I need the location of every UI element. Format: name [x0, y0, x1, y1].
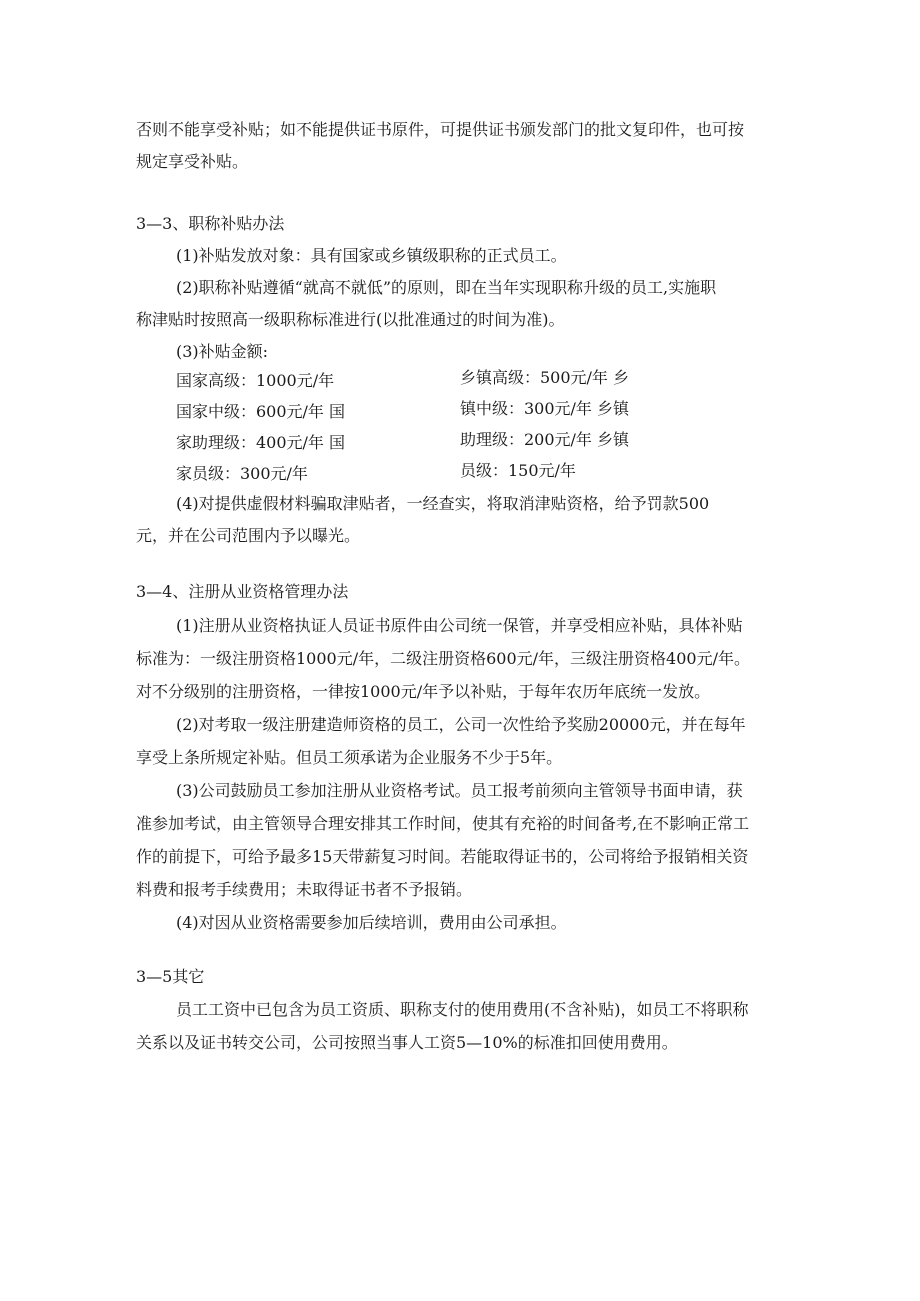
amount-row-3-left: 家助理级：400元/年 国 [176, 433, 346, 452]
section-3-4-item-2-line-2: 享受上条所规定补贴。但员工须承诺为企业服务不少于5年。 [136, 748, 563, 767]
section-3-3-item-4-line-2: 元，并在公司范围内予以曝光。 [136, 526, 361, 545]
section-3-5-paragraph-line-2: 关系以及证书转交公司，公司按照当事人工资5—10%的标准扣回使用费用。 [136, 1033, 678, 1052]
intro-line-1: 否则不能享受补贴；如不能提供证书原件，可提供证书颁发部门的批文复印件，也可按 [136, 120, 745, 139]
section-3-4-item-1-line-1: (1)注册从业资格执证人员证书原件由公司统一保管，并享受相应补贴，具体补贴 [176, 616, 743, 635]
amount-row-2-right: 镇中级：300元/年 乡镇 [460, 399, 630, 418]
section-3-3-item-3-label: (3)补贴金额: [176, 342, 269, 361]
section-3-4-item-3-line-3: 作的前提下，可给予最多15天带薪复习时间。若能取得证书的，公司将给予报销相关资 [136, 847, 749, 866]
amount-row-3-right: 助理级：200元/年 乡镇 [460, 430, 630, 449]
section-3-4-item-3-line-2: 准参加考试，由主管领导合理安排其工作时间，使其有充裕的时间备考,在不影响正常工 [136, 814, 750, 833]
section-3-5-paragraph-line-1: 员工工资中已包含为员工资质、职称支付的使用费用(不含补贴)，如员工不将职称 [176, 1000, 749, 1019]
section-3-3-item-4-line-1: (4)对提供虚假材料骗取津贴者，一经查实，将取消津贴资格，给予罚款500 [176, 494, 710, 513]
section-3-4-heading: 3—4、注册从业资格管理办法 [136, 582, 349, 601]
section-3-4-item-4: (4)对因从业资格需要参加后续培训，费用由公司承担。 [176, 913, 567, 932]
section-3-3-item-2-line-1: (2)职称补贴遵循“就高不就低”的原则，即在当年实现职称升级的员工,实施职 [176, 278, 717, 297]
amount-row-4-left: 家员级：300元/年 [176, 464, 308, 483]
amount-row-1-right: 乡镇高级：500元/年 乡 [460, 368, 630, 387]
section-3-4-item-2-line-1: (2)对考取一级注册建造师资格的员工，公司一次性给予奖励20000元，并在每年 [176, 715, 746, 734]
section-3-4-item-3-line-4: 料费和报考手续费用；未取得证书者不予报销。 [136, 880, 473, 899]
section-3-3-item-1: (1)补贴发放对象：具有国家或乡镇级职称的正式员工。 [176, 246, 567, 265]
section-3-4-item-1-line-2: 标准为：一级注册资格1000元/年，二级注册资格600元/年，三级注册资格400元/年。 [136, 649, 750, 668]
section-3-5-heading: 3—5其它 [136, 967, 205, 986]
section-3-3-heading: 3—3、职称补贴办法 [136, 214, 285, 233]
section-3-3-item-2-line-2: 称津贴时按照高一级职称标准进行(以批准通过的时间为准)。 [136, 310, 565, 329]
amount-row-1-left: 国家高级：1000元/年 [176, 371, 335, 390]
intro-line-2: 规定享受补贴。 [136, 152, 249, 171]
section-3-4-item-3-line-1: (3)公司鼓励员工参加注册从业资格考试。员工报考前须向主管领导书面申请，获 [176, 781, 743, 800]
amount-row-2-left: 国家中级：600元/年 国 [176, 402, 346, 421]
amount-row-4-right: 员级：150元/年 [460, 461, 576, 480]
section-3-4-item-1-line-3: 对不分级别的注册资格，一律按1000元/年予以补贴，于每年农历年底统一发放。 [136, 682, 711, 701]
